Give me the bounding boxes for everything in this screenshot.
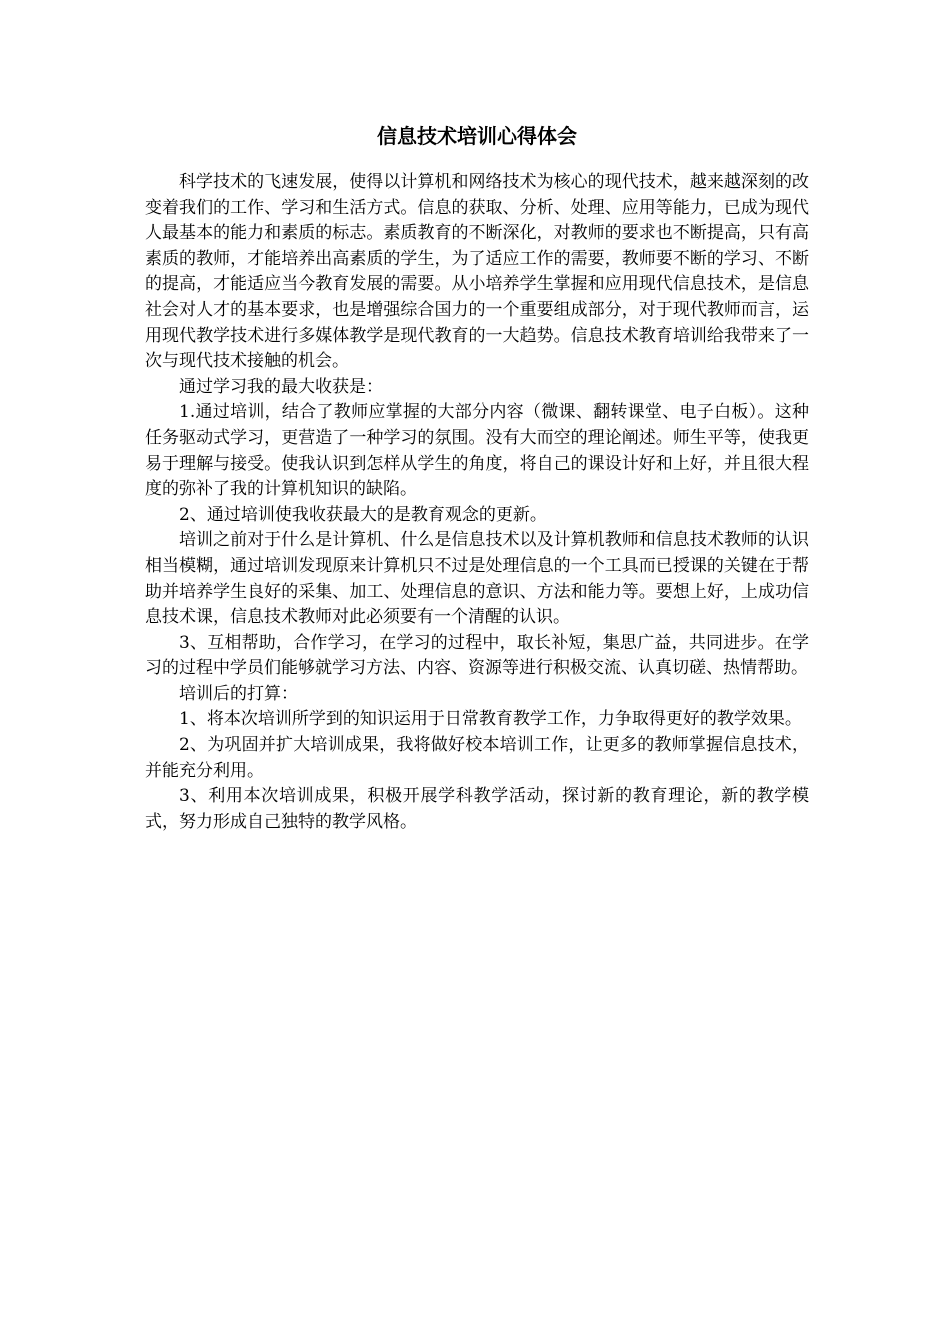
paragraph-plan-3: 3、利用本次培训成果，积极开展学科教学活动，探讨新的教育理论，新的教学模式，努力形成自己独特的教学风格。 xyxy=(145,786,809,832)
paragraph-plan-2: 2、为巩固并扩大培训成果，我将做好校本培训工作，让更多的教师掌握信息技术，并能充分利用。 xyxy=(145,735,809,781)
paragraph-gain-3: 3、互相帮助，合作学习，在学习的过程中，取长补短，集思广益，共同进步。在学习的过程中学员们能够就学习方法、内容、资源等进行积极交流、认真切磋、热情帮助。 xyxy=(145,632,809,679)
document-title: 信息技术培训心得体会 xyxy=(377,124,577,148)
paragraph-gain-2-detail: 培训之前对于什么是计算机、什么是信息技术以及计算机教师和信息技术教师的认识相当模糊，通过培训发现原来计算机只不过是处理信息的一个工具而已授课的关键在于帮助并培养学生良好的采集、加工、处理信息的意识、方法和能力等。要想上好，上成功信息技术课，信息技术教师对此必须要有一个清醒的认识。 xyxy=(145,530,809,628)
paragraph-gain-1: 1.通过培训，结合了教师应掌握的大部分内容（微课、翻转课堂、电子白板）。这种任务驱动式学习，更营造了一种学习的氛围。没有大而空的理论阐述。师生平等，使我更易于理解与接受。使我认识到怎样从学生的角度，将自己的课设计好和上好，并且很大程度的弥补了我的计算机知识的缺陷。 xyxy=(145,402,809,500)
paragraph-gains-heading: 通过学习我的最大收获是： xyxy=(179,376,383,397)
paragraph-gain-2: 2、通过培训使我收获最大的是教育观念的更新。 xyxy=(179,504,547,525)
document-body xyxy=(145,120,809,835)
paragraph-intro: 科学技术的飞速发展，使得以计算机和网络技术为核心的现代技术，越来越深刻的改变着我们的工作、学习和生活方式。信息的获取、分析、处理、应用等能力，已成为现代人最基本的能力和素质的标志。素质教育的不断深化，对教师的要求也不断提高，只有高素质的教师，才能培养出高素质的学生，为了适应工作的需要，教师要不断的学习、不断的提高，才能适应当今教育发展的需要。从小培养学生掌握和应用现代信息技术，是信息社会对人才的基本要求，也是增强综合国力的一个重要组成部分，对于现代教师而言，运用现代教学技术进行多媒体教学是现代教育的一大趋势。信息技术教育培训给我带来了一次与现代技术接触的机会。 xyxy=(145,172,809,372)
paragraph-plans-heading: 培训后的打算： xyxy=(179,683,298,704)
paragraph-plan-1: 1、将本次培训所学到的知识运用于日常教育教学工作，力争取得更好的教学效果。 xyxy=(179,709,802,730)
